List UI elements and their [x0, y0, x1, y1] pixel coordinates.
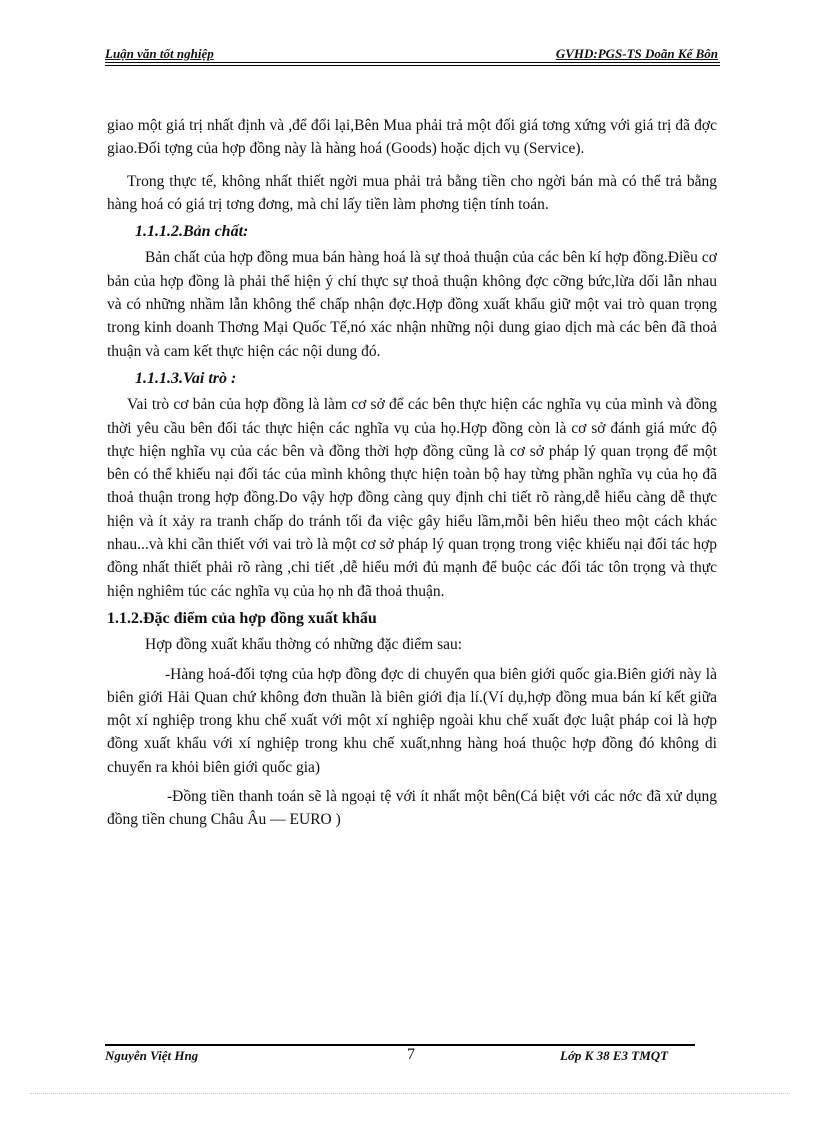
footer-class: Lớp K 38 E3 TMQT [560, 1048, 669, 1063]
page-body [107, 114, 717, 832]
page-bottom-dotted-line [30, 1093, 790, 1094]
header-rule-double [105, 65, 720, 66]
page-header [105, 44, 720, 64]
paragraph-2: Trong thực tế, không nhất thiết ngời mua phải trả bằng tiền cho ngời bán mà có thể trả bằng hàng hoá có giá trị tơng đơng, mà chỉ lấy tiền làm phơng tiện tính toán. [107, 172, 717, 213]
paragraph-6: -Hàng hoá-đối tợng của hợp đồng đợc di chuyển qua biên giới quốc gia.Biên giới này là biên giới Hải Quan chứ không đơn thuần là biên giới địa lí.(Ví dụ,hợp đồng mua bán kí kết giữa một xí nghiệp trong khu chế xuất với một xí nghiệp ngoài khu chế xuất đợc luật pháp coi là hợp đồng xuất khẩu với xí nghiệp trong khu chế xuất,nhng hàng hoá thuộc hợp đồng đó không di chuyển ra khỏi biên giới quốc gia) [107, 665, 717, 776]
paragraph-4: Vai trò cơ bản của hợp đồng là làm cơ sở để các bên thực hiện các nghĩa vụ của mình và đồng thời yêu cầu bên đối tác thực hiện các nghĩa vụ của họ.Hợp đồng còn là cơ sở đánh giá mức độ thực hiện nghĩa vụ của các bên và đồng thời hợp đồng cũng là cơ sở pháp lý quan trọng để một bên có thể khiếu nại đối tác của mình không thực hiện toàn bộ hay từng phần nghĩa vụ của họ đã thoả thuận trong hợp đồng.Do vậy hợp đồng càng quy định chi tiết rõ ràng,dễ hiểu càng dễ thực hiện và ít xảy ra tranh chấp do tránh tối đa việc gây hiểu lầm,mỗi bên hiểu theo một cách khác nhau...và khi cần thiết với vai trò là một cơ sở pháp lý quan trọng trong việc khiếu nại đối tác hợp đồng nhất thiết phải rõ ràng ,chi tiết ,dễ hiểu mới đủ mạnh để buộc các đối tác tôn trọng và thực hiện nghiêm túc các nghĩa vụ của họ nh đã thoả thuận. [107, 396, 717, 600]
header-thesis-label: Luận văn tốt nghiệp [105, 46, 214, 61]
page-number: 7 [407, 1046, 415, 1063]
section-heading-vai-tro: 1.1.1.3.Vai trò : [135, 369, 237, 387]
section-heading-dac-diem: 1.1.2.Đặc điểm của hợp đồng xuất khẩu [107, 609, 377, 627]
footer-author: Nguyễn Việt Hng [105, 1048, 199, 1063]
paragraph-1: giao một giá trị nhất định và ,để đổi lại,Bên Mua phải trả một đối giá tơng xứng với giá trị đã đợc giao.Đối tợng của hợp đồng này là hàng hoá (Goods) hoặc dịch vụ (Service). [107, 117, 717, 158]
paragraph-5: Hợp đồng xuất khẩu thờng có những đặc điểm sau: [145, 636, 463, 654]
paragraph-7: -Đồng tiền thanh toán sẽ là ngoại tệ với ít nhất một bên(Cá biệt với các nớc đã xử dụng đồng tiền chung Châu Âu — EURO ) [107, 788, 717, 829]
header-advisor-label: GVHD:PGS-TS Doãn Kế Bôn [555, 46, 718, 61]
header-rule [105, 62, 720, 63]
page-footer [105, 1046, 705, 1068]
section-heading-ban-chat: 1.1.1.2.Bản chất: [135, 223, 249, 241]
paragraph-3: Bản chất của hợp đồng mua bán hàng hoá là sự thoả thuận của các bên kí hợp đồng.Điều cơ bản của hợp đồng là phải thể hiện ý chí thực sự thoả thuận không đợc cỡng bức,lừa dối lẫn nhau và có những nhầm lẫn không thể chấp nhận đợc.Hợp đồng xuất khẩu giữ một vai trò quan trọng trong kinh doanh Thơng Mại Quốc Tế,nó xác nhận những nội dung giao dịch mà các bên đã thoả thuận và cam kết thực hiện các nội dung đó. [107, 249, 717, 360]
